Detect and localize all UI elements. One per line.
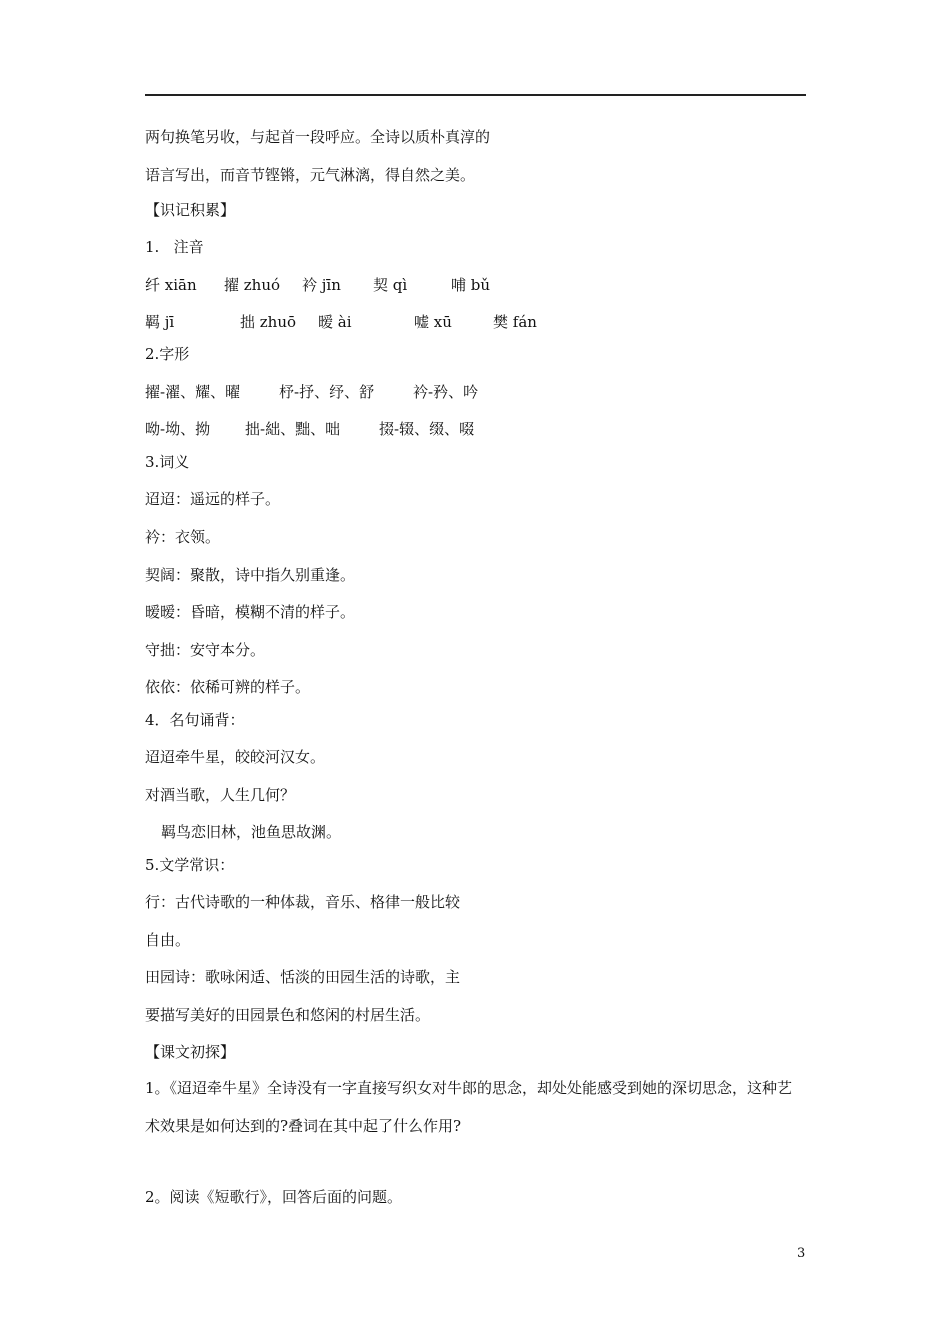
paragraph-line-1: 两句换笔另收，与起首一段呼应。全诗以质朴真淳的 — [145, 128, 491, 146]
literature-line: 行：古代诗歌的一种体裁，音乐、格律一般比较 — [145, 893, 461, 911]
recite-line: 迢迢牵牛星，皎皎河汉女。 — [145, 748, 326, 766]
question-1: 1。《迢迢牵牛星》全诗没有一字直接写织女对牛郎的思念，却处处能感受到她的深切思念，这种艺术效果是如何达到的?叠词在其中起了什么作用? — [145, 1079, 793, 1135]
pronunciation-item: 嘘 xū — [414, 313, 452, 331]
literature-heading: 5.文学常识： — [145, 856, 235, 874]
pronunciation-item: 纤 xiān — [145, 276, 197, 294]
pronunciation-item: 暧 ài — [318, 313, 352, 331]
pronunciation-item: 拙 zhuō — [240, 313, 297, 331]
meaning-item: 衿：衣领。 — [145, 528, 221, 546]
section-heading-explore: 【课文初探】 — [145, 1043, 236, 1061]
page-number: 3 — [797, 1246, 806, 1261]
meaning-item: 迢迢：遥远的样子。 — [145, 490, 281, 508]
recite-line: 羁鸟恋旧林，池鱼思故渊。 — [161, 823, 342, 841]
pronunciation-item: 契 qì — [373, 276, 408, 294]
question-2: 2。阅读《短歌行》，回答后面的问题。 — [145, 1188, 403, 1206]
glyph-group: 呦-坳、拗 — [145, 420, 211, 438]
recite-heading: 4．名句诵背： — [145, 711, 245, 729]
section-heading-memorize: 【识记积累】 — [145, 201, 236, 219]
recite-line: 对酒当歌，人生几何？ — [145, 786, 296, 804]
meaning-item: 契阔：聚散，诗中指久别重逢。 — [145, 566, 356, 584]
header-rule — [145, 94, 806, 96]
pronunciation-item: 衿 jīn — [302, 276, 341, 294]
pronunciation-heading: 1. 注音 — [145, 238, 204, 256]
meaning-item: 依依：依稀可辨的样子。 — [145, 678, 311, 696]
paragraph-line-2: 语言写出，而音节铿锵，元气淋漓，得自然之美。 — [145, 166, 476, 184]
meanings-heading: 3.词义 — [145, 453, 190, 471]
glyph-group: 杼-抒、纾、舒 — [279, 383, 375, 401]
glyph-group: 衿-矜、吟 — [413, 383, 479, 401]
meaning-item: 暧暧：昏暗，模糊不清的样子。 — [145, 603, 356, 621]
pronunciation-item: 哺 bǔ — [451, 276, 491, 294]
literature-line: 田园诗：歌咏闲适、恬淡的田园生活的诗歌，主 — [145, 968, 461, 986]
pronunciation-item: 樊 fán — [493, 313, 537, 331]
meaning-item: 守拙：安守本分。 — [145, 641, 266, 659]
glyph-group: 拙-絀、黜、咄 — [245, 420, 341, 438]
glyph-group: 掇-辍、缀、啜 — [379, 420, 475, 438]
pronunciation-item: 羁 jī — [145, 313, 175, 331]
literature-line: 要描写美好的田园景色和悠闲的村居生活。 — [145, 1006, 431, 1024]
pronunciation-item: 擢 zhuó — [224, 276, 281, 294]
literature-line: 自由。 — [145, 931, 191, 949]
glyphs-heading: 2.字形 — [145, 345, 190, 363]
glyph-group: 擢-濯、耀、曜 — [145, 383, 241, 401]
